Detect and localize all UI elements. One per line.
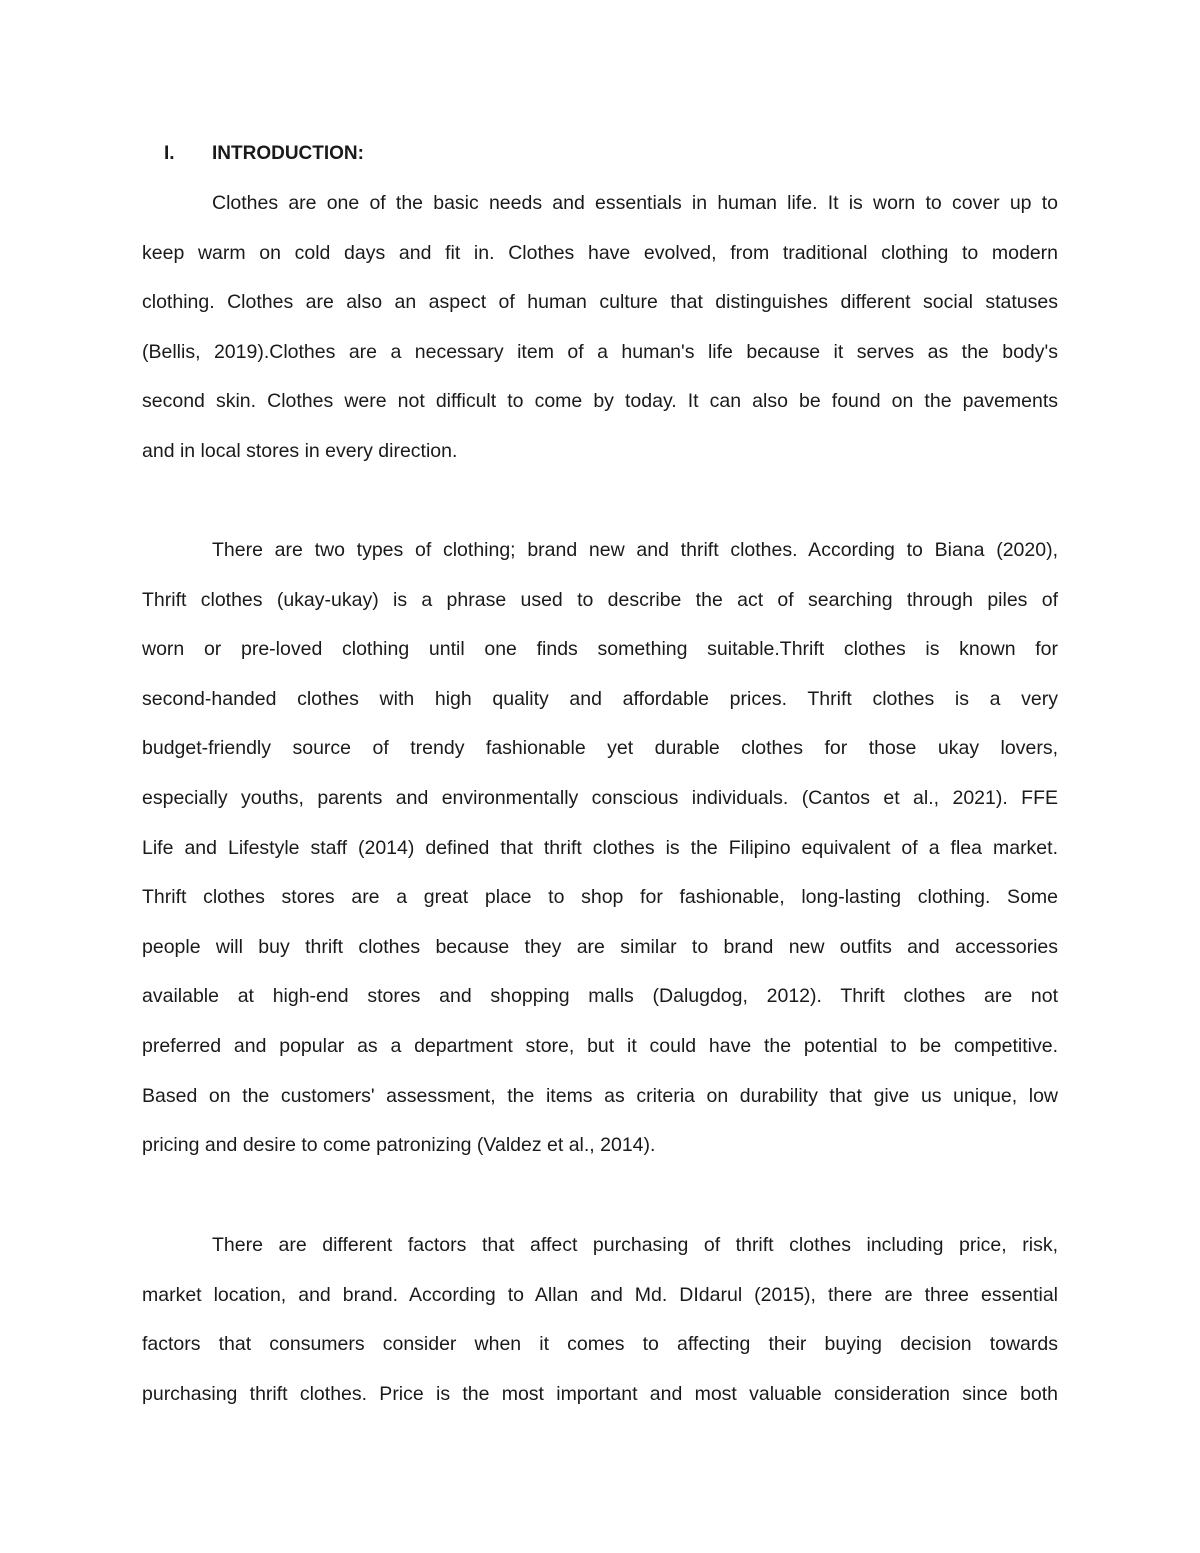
text-line: pricing and desire to come patronizing (Valdez et al., 2014). <box>142 1134 656 1157</box>
text-line: market location, and brand. According to Allan and Md. DIdarul (2015), there are three essential <box>142 1283 1058 1306</box>
text-line: keep warm on cold days and fit in. Clothes have evolved, from traditional clothing to modern <box>142 241 1058 264</box>
paragraph-3 <box>142 1232 1058 1430</box>
paragraph-2 <box>142 537 1058 1182</box>
text-line: clothing. Clothes are also an aspect of human culture that distinguishes different social statuses <box>142 291 1058 314</box>
text-line: Life and Lifestyle staff (2014) defined that thrift clothes is the Filipino equivalent of a flea market. <box>142 836 1058 859</box>
text-line: Clothes are one of the basic needs and essentials in human life. It is worn to cover up to <box>212 192 1058 214</box>
paragraph-1 <box>142 190 1058 488</box>
text-line: Thrift clothes stores are a great place to shop for fashionable, long-lasting clothing. Some <box>142 886 1058 909</box>
text-line: second-handed clothes with high quality and affordable prices. Thrift clothes is a very <box>142 687 1058 710</box>
text-line: purchasing thrift clothes. Price is the most important and most valuable consideration since both <box>142 1382 1058 1405</box>
text-line: second skin. Clothes were not difficult to come by today. It can also be found on the pavements <box>142 390 1058 413</box>
text-line: Thrift clothes (ukay-ukay) is a phrase used to describe the act of searching through piles of <box>142 588 1058 611</box>
section-title: INTRODUCTION: <box>212 143 364 164</box>
text-line: people will buy thrift clothes because they are similar to brand new outfits and accessories <box>142 935 1058 958</box>
text-line: (Bellis, 2019).Clothes are a necessary item of a human's life because it serves as the body's <box>142 340 1058 363</box>
text-line: Based on the customers' assessment, the items as criteria on durability that give us unique, low <box>142 1084 1058 1107</box>
text-line: There are different factors that affect purchasing of thrift clothes including price, risk, <box>212 1234 1058 1256</box>
text-line: available at high-end stores and shopping malls (Dalugdog, 2012). Thrift clothes are not <box>142 985 1058 1008</box>
text-line: and in local stores in every direction. <box>142 439 458 462</box>
text-line: preferred and popular as a department store, but it could have the potential to be competitive. <box>142 1034 1058 1057</box>
text-line: worn or pre-loved clothing until one finds something suitable.Thrift clothes is known for <box>142 638 1058 661</box>
section-heading <box>164 141 364 167</box>
section-number: I. <box>164 143 175 164</box>
text-line: especially youths, parents and environmentally conscious individuals. (Cantos et al., 2021). FFE <box>142 786 1058 809</box>
text-line: budget-friendly source of trendy fashionable yet durable clothes for those ukay lovers, <box>142 737 1058 760</box>
text-line: factors that consumers consider when it comes to affecting their buying decision towards <box>142 1333 1058 1356</box>
text-line: There are two types of clothing; brand new and thrift clothes. According to Biana (2020), <box>212 539 1058 561</box>
